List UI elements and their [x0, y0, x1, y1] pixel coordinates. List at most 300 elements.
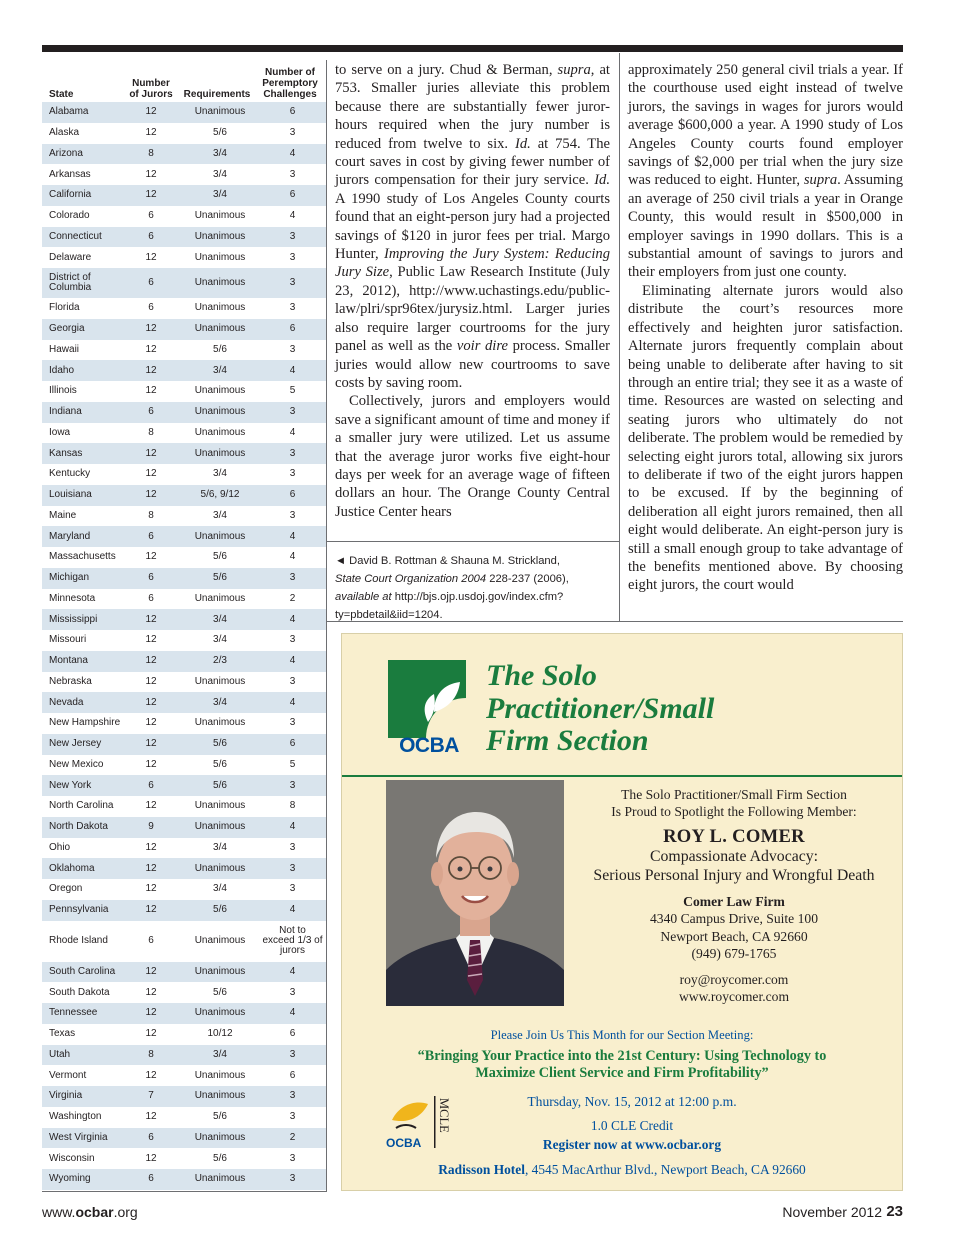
cell-peremptory: 3	[289, 1173, 296, 1185]
member-details	[578, 786, 890, 1006]
cell-jurors: 6	[148, 277, 154, 288]
table-row	[42, 485, 326, 506]
table-row	[42, 547, 326, 568]
table-row	[42, 589, 326, 610]
cell-peremptory: 8	[289, 800, 296, 812]
cell-jurors: 6	[148, 210, 154, 222]
ad-divider	[342, 775, 902, 777]
seminar-line: “Bringing Your Practice into the 21st Century: Using Technology to	[417, 1048, 827, 1064]
article-column-1	[335, 61, 610, 541]
cell-jurors: 12	[145, 717, 157, 729]
cell-peremptory: 2	[289, 1131, 296, 1143]
footnote-available: available at	[335, 591, 392, 603]
meeting-invite: Please Join Us This Month for our Section Meeting:	[490, 1028, 754, 1042]
arrow-left-icon: ◄	[335, 555, 347, 567]
site-part: ocbar	[75, 1204, 114, 1220]
cell-peremptory: 4	[289, 821, 296, 833]
cell-requirements: Unanimous	[194, 935, 246, 946]
cell-requirements: Unanimous	[194, 323, 246, 335]
table-row	[42, 443, 326, 464]
cell-requirements: Unanimous	[194, 251, 246, 263]
cell-state: Alabama	[49, 106, 89, 118]
footnote-authors: David B. Rottman & Shauna M. Strickland,	[346, 555, 560, 567]
cell-jurors: 6	[148, 1131, 154, 1143]
footnote	[335, 552, 610, 624]
cell-state: Missouri	[49, 634, 87, 646]
cell-jurors: 6	[148, 1173, 154, 1185]
table-row	[42, 123, 326, 144]
cell-requirements: Unanimous	[194, 302, 246, 314]
table-row	[42, 1024, 326, 1045]
cell-peremptory: 3	[289, 127, 296, 139]
ocba-advertisement	[341, 633, 903, 1191]
site-part: www.	[42, 1204, 76, 1220]
tagline: Compassionate Advocacy:	[649, 848, 819, 865]
cell-jurors: 12	[145, 904, 157, 916]
cell-requirements: 3/4	[213, 189, 227, 201]
cell-state: Alaska	[49, 127, 80, 139]
cell-peremptory: 3	[289, 841, 296, 853]
cell-requirements: 3/4	[213, 147, 227, 159]
text: to serve on a jury. Chud & Berman,	[335, 62, 558, 78]
cle-credit: 1.0 CLE Credit	[590, 1118, 674, 1133]
cell-state: Nebraska	[49, 675, 92, 687]
cell-peremptory: 3	[289, 717, 296, 729]
cell-requirements: 3/4	[213, 364, 227, 376]
table-row	[42, 900, 326, 921]
cell-requirements: 3/4	[213, 468, 227, 480]
cell-state: South Carolina	[49, 965, 116, 977]
cell-requirements: Unanimous	[194, 1007, 246, 1019]
cell-requirements: Unanimous	[194, 675, 246, 687]
ad-title	[486, 660, 886, 758]
cell-jurors: 12	[145, 1069, 157, 1081]
cell-requirements: 5/6	[213, 1111, 227, 1123]
member-name: ROY L. COMER	[663, 826, 805, 847]
cell-requirements: Unanimous	[194, 592, 246, 604]
firm-name: Comer Law Firm	[683, 894, 785, 909]
cell-peremptory: 3	[289, 1111, 296, 1123]
cell-state: Minnesota	[49, 592, 96, 604]
cell-requirements: 3/4	[213, 168, 227, 180]
cell-peremptory: 6	[289, 189, 296, 201]
table-row	[42, 651, 326, 672]
cell-jurors: 12	[145, 1007, 157, 1019]
top-rule	[42, 45, 903, 52]
intro-line: Is Proud to Spotlight the Following Member:	[611, 804, 857, 819]
table-row	[42, 796, 326, 817]
citation-italic: Improving the Jury System: Reducing Jury Size	[335, 246, 610, 281]
table-row	[42, 319, 326, 340]
table-row	[42, 464, 326, 485]
table-row	[42, 1107, 326, 1128]
cell-peremptory: 4	[289, 904, 296, 916]
cell-state: New Jersey	[49, 738, 102, 750]
cell-peremptory: 4	[289, 696, 296, 708]
table-row	[42, 1169, 326, 1190]
footnote-title: State Court Organization 2004	[335, 573, 487, 585]
intro-line: The Solo Practitioner/Small Firm Section	[621, 787, 847, 802]
table-row	[42, 609, 326, 630]
header-requirements: Requirements	[183, 89, 251, 100]
cell-requirements: 5/6	[213, 551, 227, 563]
cell-peremptory: 3	[289, 1090, 296, 1102]
site-part: .org	[113, 1204, 138, 1220]
cell-requirements: 5/6	[213, 343, 227, 355]
citation-italic: supra	[557, 62, 591, 78]
cell-state: New Mexico	[49, 758, 104, 770]
phone: (949) 679-1765	[691, 946, 777, 962]
cell-requirements: Unanimous	[194, 385, 246, 397]
cell-state: North Carolina	[49, 800, 114, 812]
table-row	[42, 164, 326, 185]
cell-peremptory: 6	[289, 489, 296, 501]
mcle-text: MCLE	[437, 1098, 451, 1133]
cell-requirements: Unanimous	[194, 106, 246, 118]
cell-peremptory: 3	[289, 447, 296, 459]
hotel-address: , 4545 MacArthur Blvd., Newport Beach, CA 92660	[524, 1162, 806, 1177]
cell-jurors: 12	[145, 127, 157, 139]
cell-requirements: Unanimous	[194, 1069, 246, 1081]
cell-state: California	[49, 189, 92, 201]
table-row	[42, 185, 326, 206]
cell-jurors: 7	[148, 1090, 154, 1102]
cell-state: Rhode Island	[49, 935, 108, 946]
cell-peremptory: 6	[289, 738, 296, 750]
cell-peremptory: 2	[289, 592, 296, 604]
cell-jurors: 6	[148, 230, 154, 242]
logo-text: OCBA	[399, 734, 459, 757]
seminar-line: Maximize Client Service and Firm Profitability”	[475, 1065, 769, 1081]
table-row	[42, 982, 326, 1003]
table-row	[42, 526, 326, 547]
cell-state: South Dakota	[49, 986, 110, 998]
cell-requirements: Unanimous	[194, 277, 246, 288]
cell-jurors: 12	[145, 696, 157, 708]
title-line: Firm Section	[486, 724, 649, 757]
title-line: Practitioner/Small	[486, 691, 715, 725]
cell-peremptory: 4	[289, 364, 296, 376]
table-row	[42, 775, 326, 796]
footer-website[interactable]	[42, 1204, 138, 1220]
cell-state: West Virginia	[49, 1131, 108, 1143]
ocba-leaf-icon	[382, 660, 476, 740]
address-line: 4340 Campus Drive, Suite 100	[649, 911, 819, 926]
cell-peremptory: 3	[289, 406, 296, 418]
table-row	[42, 838, 326, 859]
cell-requirements: Unanimous	[194, 530, 246, 542]
cell-requirements: Unanimous	[194, 1173, 246, 1185]
table-row	[42, 755, 326, 776]
article-column-2	[628, 61, 903, 621]
cell-state: Vermont	[49, 1069, 87, 1081]
cell-requirements: 5/6	[213, 738, 227, 750]
table-row	[42, 692, 326, 713]
cell-jurors: 12	[145, 883, 157, 895]
address-line: Newport Beach, CA 92660	[660, 928, 808, 944]
cell-state: Washington	[49, 1111, 102, 1123]
table-row	[42, 1086, 326, 1107]
cell-state: Oklahoma	[49, 862, 95, 874]
cell-requirements: 5/6	[213, 986, 227, 998]
cell-requirements: Unanimous	[194, 862, 246, 874]
seminar-title	[396, 1048, 848, 1082]
page-number: 23	[886, 1203, 903, 1220]
cell-state: Arizona	[49, 147, 83, 159]
cell-jurors: 12	[145, 758, 157, 770]
cell-state: Indiana	[49, 406, 82, 418]
cell-peremptory: 3	[289, 168, 296, 180]
text: approximately 250 general civil trials a year. If the courthouse used eight instead of twelve jurors, the savings in wages for jurors would average $600,000 a year. A 1990 study of Los Angeles County courts found employer savings of $2,000 per trial when the jury size was reduced to eight. Hunter,	[628, 62, 903, 189]
cell-peremptory: 4	[289, 530, 296, 542]
cell-state: Montana	[49, 655, 88, 667]
cell-jurors: 12	[145, 862, 157, 874]
table-row	[42, 1128, 326, 1149]
cell-peremptory: 6	[289, 106, 296, 118]
cell-requirements: Unanimous	[194, 1131, 246, 1143]
cell-requirements: Unanimous	[194, 821, 246, 833]
cell-state: District of Columbia	[49, 272, 92, 293]
cell-jurors: 6	[148, 530, 154, 542]
cell-peremptory: 4	[289, 426, 296, 438]
cell-state: Massachusetts	[49, 551, 116, 563]
cell-peremptory: 4	[289, 655, 296, 667]
cell-requirements: Unanimous	[194, 426, 246, 438]
cell-peremptory: 3	[289, 277, 296, 288]
cell-state: Pennsylvania	[49, 904, 109, 916]
table-row	[42, 817, 326, 838]
table-row	[42, 506, 326, 527]
paragraph: Eliminating alternate jurors would also distribute the court’s resources more effectively and heighten juror satisfaction. Alternate jurors frequently complain about being unable to deliberate after having to sit through an entire trial; they see it as a waste of time. Resources are wasted on selecting and seating jurors who ultimately do not deliberate. The problem would be remedied by selecting eight jurors total, allowing six jurors to deliberate if two of the eight jurors happen to be excused. If by the beginning of deliberation all eight jurors remained, then all eight would deliberate. An eight-person jury is still a small enough group to take advantage of the benefits mentioned above. By choosing eight jurors, the court would	[628, 282, 903, 594]
cell-jurors: 12	[145, 106, 157, 118]
email-link[interactable]: roy@roycomer.com	[679, 971, 789, 987]
table-row	[42, 879, 326, 900]
cell-requirements: 5/6	[213, 758, 227, 770]
cell-peremptory: 3	[289, 1048, 296, 1060]
cell-jurors: 6	[148, 406, 154, 418]
cell-state: Georgia	[49, 323, 85, 335]
table-row	[42, 340, 326, 361]
cell-requirements: 2/3	[213, 655, 227, 667]
footnote-pages: 228-237 (2006),	[486, 573, 569, 585]
cell-requirements: 5/6, 9/12	[200, 489, 240, 501]
cell-jurors: 12	[145, 251, 157, 263]
cell-jurors: 8	[148, 147, 154, 159]
cell-requirements: Unanimous	[194, 1090, 246, 1102]
table-row	[42, 1148, 326, 1169]
cell-peremptory: 3	[289, 1152, 296, 1164]
tagline: Serious Personal Injury and Wrongful Death	[593, 866, 875, 884]
cell-state: Iowa	[49, 426, 71, 438]
website-link[interactable]: www.roycomer.com	[678, 989, 790, 1005]
table-row	[42, 630, 326, 651]
cell-jurors: 6	[148, 779, 154, 791]
header-peremptory: Number of Peremptory Challenges	[262, 67, 318, 100]
cell-peremptory: 3	[289, 779, 296, 791]
cell-requirements: 3/4	[213, 1048, 227, 1060]
table-row	[42, 423, 326, 444]
cell-peremptory: 4	[289, 210, 296, 222]
table-row	[42, 298, 326, 319]
cell-jurors: 12	[145, 841, 157, 853]
cell-state: Delaware	[49, 251, 92, 263]
text: process. Smaller juries would allow new courtrooms to save costs by saving room.	[335, 338, 610, 391]
text: . Assuming an average of 250 civil trials a year in Orange County, this would result in $500,000 in employer savings in 1990 dollars. This is a substantial amount of savings to jurors and their employers from just one county.	[628, 172, 904, 281]
cell-state: Maryland	[49, 530, 91, 542]
cell-state: Louisiana	[49, 489, 92, 501]
cell-jurors: 12	[145, 675, 157, 687]
cell-peremptory: 3	[289, 862, 296, 874]
cell-peremptory: 3	[289, 302, 296, 314]
cell-peremptory: 4	[289, 551, 296, 563]
cell-state: Maine	[49, 509, 77, 521]
table-body	[42, 102, 326, 1190]
table-row	[42, 1045, 326, 1066]
cell-requirements: 5/6	[213, 904, 227, 916]
cell-peremptory: 5	[289, 385, 296, 397]
cell-state: Illinois	[49, 385, 77, 397]
cell-peremptory: 3	[289, 343, 296, 355]
cell-state: Florida	[49, 302, 80, 314]
table-row	[42, 921, 326, 962]
cell-requirements: 3/4	[213, 509, 227, 521]
cell-requirements: 5/6	[213, 1152, 227, 1164]
cell-peremptory: 3	[289, 572, 296, 584]
cell-state: Idaho	[49, 364, 75, 376]
register-link[interactable]: Register now at www.ocbar.org	[542, 1137, 722, 1152]
cell-state: Kentucky	[49, 468, 91, 480]
cell-requirements: 3/4	[213, 613, 227, 625]
event-date: Thursday, Nov. 15, 2012 at 12:00 p.m.	[527, 1094, 737, 1109]
cell-jurors: 12	[145, 965, 157, 977]
cell-jurors: 12	[145, 364, 157, 376]
jury-size-table	[42, 60, 327, 1192]
text: , Public Law Research Institute (July 23, 2012), http://www.uchastings.edu/public-law/plri/spr96tex/jurysiz.html. Larger juries also require larger courtrooms for the jury panel as well as the	[335, 264, 610, 355]
cell-jurors: 6	[148, 302, 154, 314]
cell-state: Tennessee	[49, 1007, 98, 1019]
table-row	[42, 227, 326, 248]
header-state: State	[49, 89, 74, 100]
cell-state: Kansas	[49, 447, 83, 459]
cell-state: Ohio	[49, 841, 71, 853]
table-row	[42, 858, 326, 879]
cell-jurors: 12	[145, 613, 157, 625]
table-row	[42, 360, 326, 381]
cell-peremptory: 4	[289, 147, 296, 159]
cell-jurors: 12	[145, 1111, 157, 1123]
table-row	[42, 734, 326, 755]
cell-peremptory: 3	[289, 675, 296, 687]
table-row	[42, 381, 326, 402]
table-header	[42, 60, 326, 102]
event-location	[342, 1162, 902, 1178]
ocba-logo	[382, 660, 476, 758]
citation-italic: supra	[803, 172, 838, 189]
table-row	[42, 144, 326, 165]
cell-state: New York	[49, 779, 92, 791]
cell-jurors: 12	[145, 655, 157, 667]
cell-jurors: 12	[145, 551, 157, 563]
footer-issue: November 2012	[782, 1204, 882, 1220]
cell-state: Colorado	[49, 210, 90, 222]
cell-jurors: 12	[145, 634, 157, 646]
table-row	[42, 247, 326, 268]
cell-requirements: 3/4	[213, 883, 227, 895]
cell-requirements: Unanimous	[194, 965, 246, 977]
citation-italic: Id.	[514, 135, 531, 152]
cell-jurors: 12	[145, 343, 157, 355]
cell-state: Connecticut	[49, 230, 102, 242]
table-row	[42, 713, 326, 734]
cell-requirements: 5/6	[213, 779, 227, 791]
cell-peremptory: 3	[289, 986, 296, 998]
cell-jurors: 9	[148, 821, 154, 833]
table-row	[42, 568, 326, 589]
cell-requirements: Unanimous	[194, 230, 246, 242]
footnote-rule	[326, 541, 619, 542]
cell-peremptory: 5	[289, 758, 296, 770]
cell-requirements: 5/6	[213, 127, 227, 139]
cell-peremptory: 3	[289, 634, 296, 646]
cell-jurors: 12	[145, 1028, 157, 1040]
cell-requirements: 5/6	[213, 572, 227, 584]
member-portrait	[386, 780, 564, 1006]
cell-jurors: 12	[145, 385, 157, 397]
cell-requirements: 3/4	[213, 696, 227, 708]
footnote-url[interactable]: http://bjs.ojp.usdoj.gov/index.cfm?ty=pbdetail&iid=1204.	[335, 591, 564, 621]
cell-requirements: Unanimous	[194, 447, 246, 459]
column-divider	[619, 53, 620, 621]
cell-state: Texas	[49, 1028, 76, 1040]
table-row	[42, 102, 326, 123]
table-row	[42, 1065, 326, 1086]
paragraph: Collectively, jurors and employers would save a significant amount of time and money if a smaller jury were utilized. Let us assume that the average juror works five eight-hour days per week for an average wage of fifteen dollars an hour. The Orange County Central Justice Center hears	[335, 393, 610, 520]
cell-state: Wisconsin	[49, 1152, 95, 1164]
cell-state: Nevada	[49, 696, 84, 708]
cell-peremptory: 3	[289, 468, 296, 480]
cell-requirements: Unanimous	[194, 210, 246, 222]
cell-jurors: 8	[148, 509, 154, 521]
text: at 754. The court saves in cost by giving fewer number of jurors compensation for their jury service.	[335, 135, 610, 189]
cell-requirements: 3/4	[213, 634, 227, 646]
cell-jurors: 8	[148, 426, 154, 438]
table-row	[42, 962, 326, 983]
table-row	[42, 206, 326, 227]
cell-jurors: 12	[145, 800, 157, 812]
cell-peremptory: 3	[289, 883, 296, 895]
cell-state: Wyoming	[49, 1173, 91, 1185]
cell-state: Mississippi	[49, 613, 98, 625]
cell-state: Utah	[49, 1048, 71, 1060]
cell-peremptory: 3	[289, 251, 296, 263]
cell-peremptory: 6	[289, 1028, 296, 1040]
text: , at 753. Smaller juries alleviate this problem because there are substantially fewer juror-hours required when the jury number is reduced from twelve to six.	[335, 62, 610, 152]
text: A 1990 study of Los Angeles County courts found that an eight-person jury had a projected savings of $120 in juror fees per trial. Margo Hunter,	[335, 190, 610, 263]
cell-jurors: 8	[148, 1048, 154, 1060]
hotel-name: Radisson Hotel	[438, 1162, 525, 1177]
cell-peremptory: 6	[289, 323, 296, 335]
table-row	[42, 672, 326, 693]
cell-jurors: 12	[145, 468, 157, 480]
cell-state: Michigan	[49, 572, 90, 584]
citation-italic: Id.	[594, 172, 610, 189]
cell-requirements: Unanimous	[194, 406, 246, 418]
cell-requirements: 3/4	[213, 841, 227, 853]
mcle-ocba-text: OCBA	[386, 1136, 422, 1150]
cell-jurors: 12	[145, 323, 157, 335]
cell-state: New Hampshire	[49, 717, 121, 729]
title-line: The Solo	[486, 659, 597, 692]
